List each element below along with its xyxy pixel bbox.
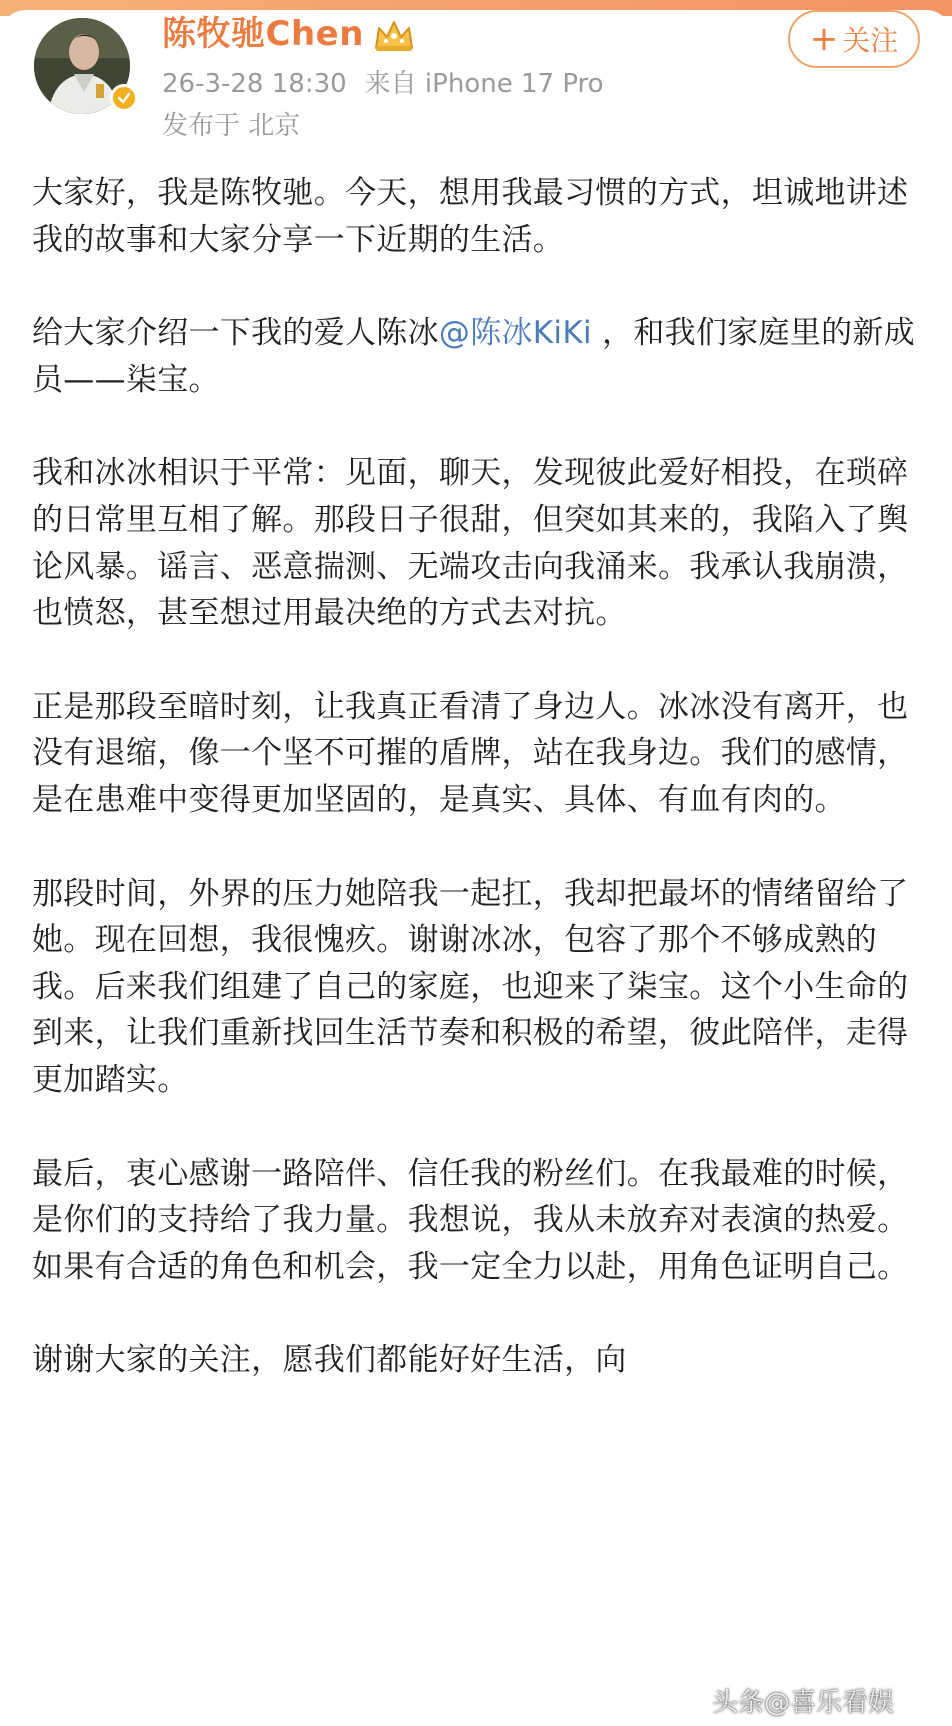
paragraph-2 xyxy=(32,310,922,403)
paragraph-1: 大家好，我是陈牧驰。今天，想用我最习惯的方式，坦诚地讲述我的故事和大家分享一下近期的生活。 xyxy=(32,175,909,258)
watermark xyxy=(712,1682,894,1719)
author-name[interactable]: 陈牧驰Chen xyxy=(162,14,364,54)
mention-link[interactable]: @陈冰KiKi xyxy=(438,315,592,352)
post-body xyxy=(32,170,922,1431)
follow-label: 关注 xyxy=(842,24,899,57)
paragraph-6: 最后，衷心感谢一路陪伴、信任我的粉丝们。在我最难的时候，是你们的支持给了我力量。我想说，我从未放弃对表演的热爱。如果有合适的角色和机会，我一定全力以赴，用角色证明自己。 xyxy=(32,1155,909,1285)
paragraph-2-tail: ，和我们家庭里的新成员——柒宝。 xyxy=(32,315,916,398)
paragraph-2-lead: 给大家介绍一下我的爱人陈冰 xyxy=(32,315,439,352)
paragraph-5: 那段时间，外界的压力她陪我一起扛，我却把最坏的情绪留给了她。现在回想，我很愧疚。谢谢冰冰，包容了那个不够成熟的我。后来我们组建了自己的家庭，也迎来了柒宝。这个小生命的到来，让我们重新找回生活节奏和积极的希望，彼此陪伴，走得更加踏实。 xyxy=(32,875,909,1098)
paragraph-3: 我和冰冰相识于平常：见面，聊天，发现彼此爱好相投，在琐碎的日常里互相了解。那段日子很甜，但突如其来的，我陷入了舆论风暴。谣言、恶意揣测、无端攻击向我涌来。我承认我崩溃，也愤怒，甚至想过用最决绝的方式去对抗。 xyxy=(32,455,909,632)
verified-badge-icon xyxy=(110,84,138,112)
post-card xyxy=(0,10,952,1726)
post-meta xyxy=(162,66,604,102)
plus-icon: + xyxy=(809,19,839,59)
author-avatar[interactable] xyxy=(34,18,130,114)
paragraph-4: 正是那段至暗时刻，让我真正看清了身边人。冰冰没有离开，也没有退缩，像一个坚不可摧的盾牌，站在我身边。我们的感情，是在患难中变得更加坚固的，是真实、具体、有血有肉的。 xyxy=(32,688,909,818)
follow-button[interactable] xyxy=(788,10,920,68)
post-timestamp: 26-3-28 18:30 xyxy=(162,69,347,99)
post-source: 来自 iPhone 17 Pro xyxy=(364,69,604,99)
paragraph-7: 谢谢大家的关注，愿我们都能好好生活，向 xyxy=(32,1342,627,1379)
post-location: 发布于 北京 xyxy=(162,111,301,141)
crown-icon xyxy=(372,18,416,54)
watermark-text: 头条@喜乐看娱 xyxy=(712,1688,895,1718)
